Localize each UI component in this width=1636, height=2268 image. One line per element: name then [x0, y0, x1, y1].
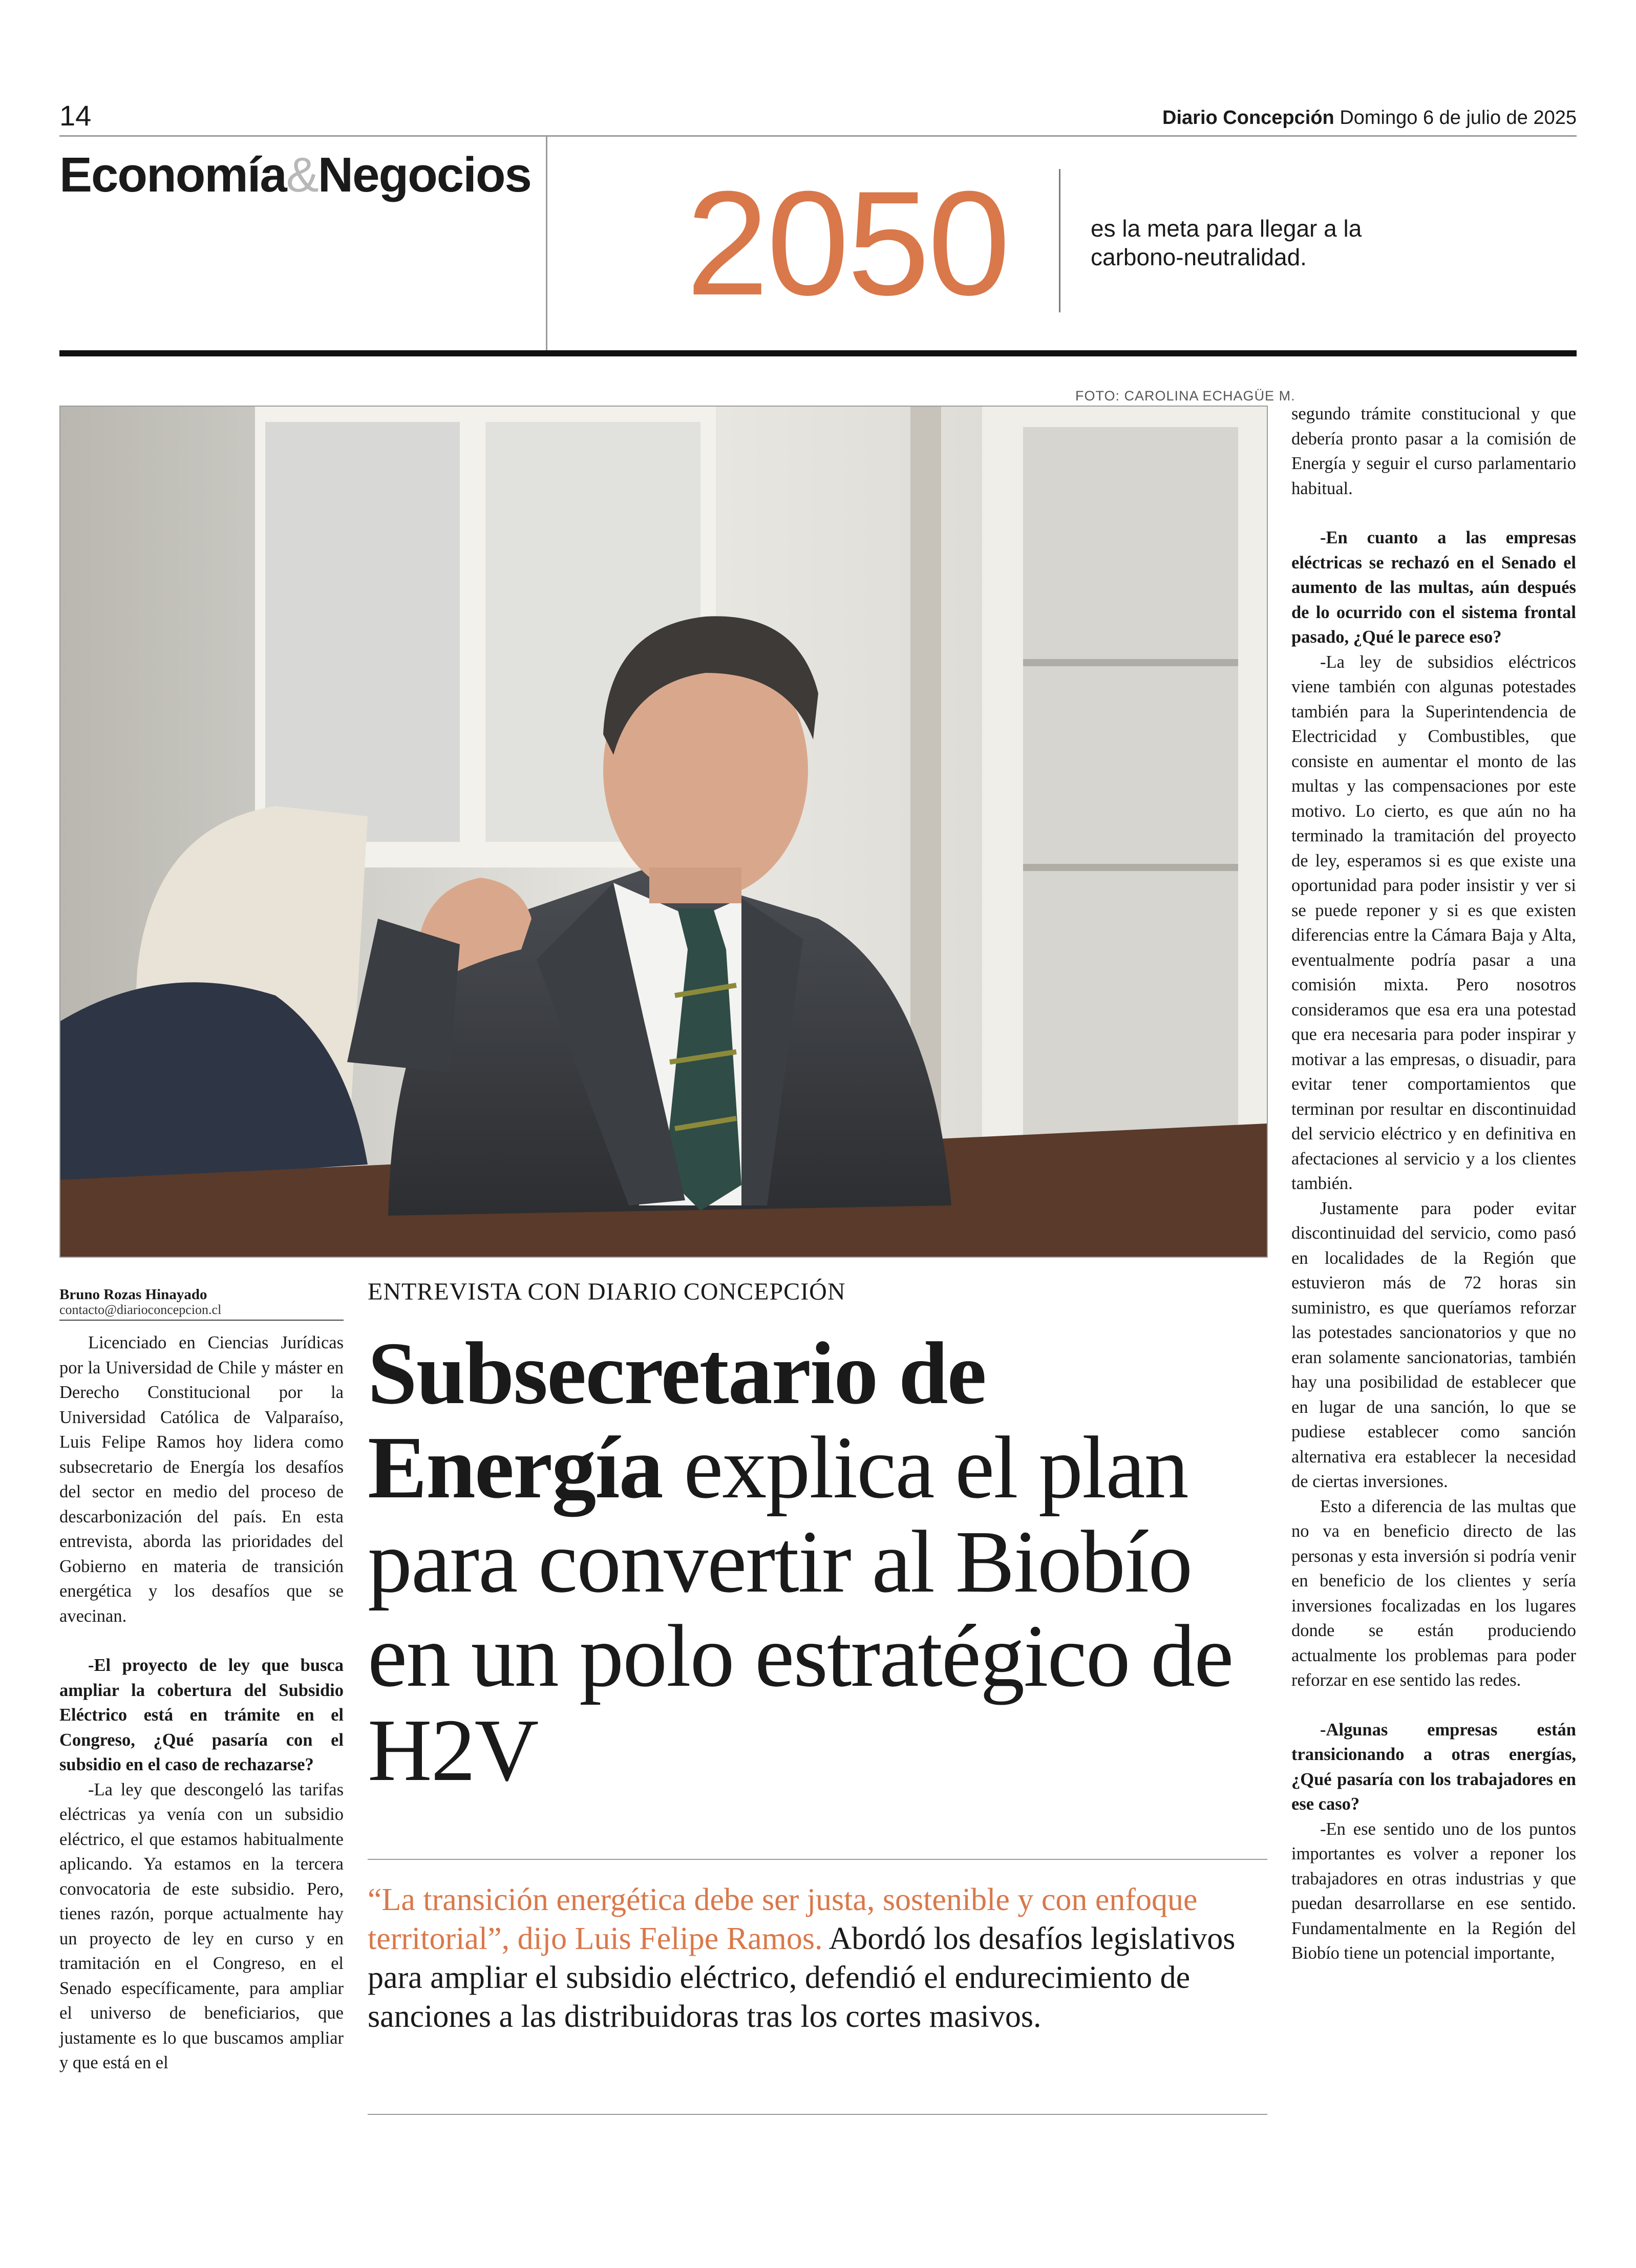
right-column	[1291, 401, 1576, 1966]
stat-divider	[1059, 169, 1060, 312]
question-3: -Algunas empresas están transicionando a otras energías, ¿Qué pasaría con los trabajadores en ese caso?	[1291, 1720, 1576, 1814]
dek-quote: “La transición energética debe ser justa, sostenible y con enfoque territorial”, dijo Luis Felipe Ramos.	[368, 1882, 1198, 1956]
stat-caption: es la meta para llegar a la carbono-neutralidad.	[1091, 215, 1362, 270]
intro-paragraph: Licenciado en Ciencias Jurídicas por la Universidad de Chile y máster en Derecho Constitucional por la Universidad Católica de Valparaíso, Luis Felipe Ramos hoy lidera como subsecretario de Energía los desafíos del sector en medio del proceso de descarbonización del país. En esta entrevista, aborda las prioridades del Gobierno en materia de transición energética y los desafíos que se avecinan.	[59, 1333, 344, 1626]
answer-1: -La ley que descongeló las tarifas eléctricas ya venía con un subsidio eléctrico, el que estamos habitualmente aplicando. Ya estamos en la tercera convocatoria de este subsidio. Pero, tienes razón, porque actualmente hay un proyecto de ley en curso y en tramitación en el Congreso, en el Senado específicamente, para ampliar el universo de beneficiarios, que justamente es lo que buscamos ampliar y que está en el	[59, 1779, 344, 2072]
portrait-photo-icon	[60, 407, 1267, 1257]
answer-2-paragraph-3: Esto a diferencia de las multas que no va en beneficio directo de las personas y esta inversión si podría venir en beneficio de los clientes y sería inversiones focalizadas en los lugares donde se están produciendo actualmente los problemas para poder reforzar en ese sentido las redes.	[1291, 1496, 1576, 1690]
dek-rule-top	[368, 1859, 1267, 1860]
section-title-right: Negocios	[317, 147, 531, 202]
newspaper-name: Diario Concepción	[1162, 107, 1334, 129]
section-title-ampersand: &	[286, 147, 318, 202]
article-dek	[368, 1880, 1267, 2036]
dek-rule-bottom	[368, 2114, 1267, 2115]
answer-3: -En ese sentido uno de los puntos importantes es volver a reponer los trabajadores en otras industrias y que puedan desarrollarse en ese sentido. Fundamentalmente en la Región del Biobío tiene un potencial importante,	[1291, 1819, 1576, 1963]
page-number: 14	[59, 99, 92, 132]
stat-number: 2050	[686, 160, 1009, 326]
dek-text: Abordó los desafíos legislativos para ampliar el subsidio eléctrico, defendió el endurecimiento de sanciones a las distribuidoras tras los cortes masivos.	[368, 1921, 1236, 2034]
byline-name: Bruno Rozas Hinayado	[59, 1286, 207, 1303]
byline-email: contacto@diarioconcepcion.cl	[59, 1302, 222, 1317]
header-divider	[546, 137, 547, 352]
header-thick-rule	[59, 350, 1577, 356]
answer-2: -La ley de subsidios eléctricos viene también con algunas potestades también para la Superintendencia de Electricidad y Combustibles, que consiste en aumentar el monto de las multas y las compensaciones por este motivo. Lo cierto, es que aún no ha terminado la tramitación del proyecto de ley, esperamos si es que existe una oportunidad para poder insistir y ver si se puede reponer y si es que existen diferencias entre la Cámara Baja y Alta, eventualmente podría pasar a una comisión mixta. Pero nosotros consideramos que esa era una potestad que era necesaria para poder inspirar y motivar a las empresas, o disuadir, para evitar tener comportamientos que terminan por resultar en discontinuidad del servicio eléctrico y en definitiva en afectaciones al servicio y a los clientes también.	[1291, 652, 1576, 1193]
question-1: -El proyecto de ley que busca ampliar la cobertura del Subsidio Eléctrico está en trámite en el Congreso, ¿Qué pasaría con el subsidio en el caso de rechazarse?	[59, 1656, 344, 1774]
section-title-left: Economía	[59, 147, 286, 202]
article-headline	[368, 1326, 1264, 1797]
left-column	[59, 1330, 344, 2075]
article-kicker: ENTREVISTA CON DIARIO CONCEPCIÓN	[368, 1278, 846, 1305]
question-2: -En cuanto a las empresas eléctricas se rechazó en el Senado el aumento de las multas, aún después de lo ocurrido con el sistema frontal pasado, ¿Qué le parece eso?	[1291, 528, 1576, 647]
header-rule	[59, 135, 1577, 137]
section-title	[59, 149, 531, 202]
masthead	[1162, 107, 1577, 129]
article-photo	[59, 406, 1268, 1258]
answer-2-paragraph-2: Justamente para poder evitar discontinuidad del servicio, como pasó en localidades de la Región que estuvieron más de 72 horas sin suministro, es que queríamos reforzar las potestades sancionatorios y que no eran solamente sancionatorias, también hay una posibilidad de establecer que en lugar de una sanción, lo que se pudiese establecer como sanción alternativa era establecer la necesidad de ciertas inversiones.	[1291, 1198, 1576, 1491]
headline-bold: Subsecretario de Energía	[368, 1324, 986, 1517]
photo-credit: FOTO: CAROLINA ECHAGÜE M.	[1075, 388, 1295, 404]
answer-1-continued: segundo trámite constitucional y que debería pronto pasar a la comisión de Energía y seguir el curso parlamentario habitual.	[1291, 404, 1576, 498]
headline-rest: explica el plan para convertir al Biobío en un polo estratégico de H2V	[368, 1418, 1233, 1799]
byline-rule	[59, 1320, 344, 1321]
issue-date: Domingo 6 de julio de 2025	[1340, 107, 1577, 129]
